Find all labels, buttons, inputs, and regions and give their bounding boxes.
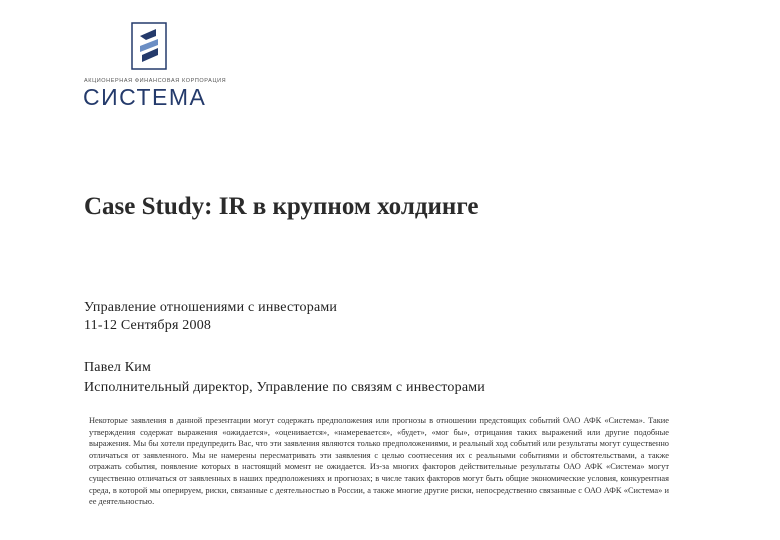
presentation-title: Case Study: IR в крупном холдинге: [84, 193, 479, 220]
event-date: 11-12 Сентября 2008: [84, 318, 212, 333]
speaker-name: Павел Ким: [84, 360, 152, 375]
logo-subtitle: АКЦИОНЕРНАЯ ФИНАНСОВАЯ КОРПОРАЦИЯ: [84, 78, 227, 84]
sistema-logo-icon: [131, 22, 167, 70]
legal-disclaimer: Некоторые заявления в данной презентации могут содержать предположения или прогнозы в отношении предстоящих событий ОАО АФК «Система». Такие утверждения содержат выражения «ожидается», «оценивается», «намеревается», «будет», «мог бы», отрицания таких выражений или другие подобные выражения. Мы бы хотели предупредить Вас, что эти заявления являются только предположениями, и реальный ход событий или результаты могут существенно отличаться от заявленного. Мы не намерены пересматривать эти заявления с целью соотнесения их с реальными событиями и обстоятельствами, а также отражать события, появление которых в настоящий момент не ожидается. Из-за многих факторов действительные результаты ОАО АФК «Система» могут существенно отличаться от заявленных в наших предположениях и прогнозах; в числе таких факторов могут быть общие экономические условия, конкурентная среда, в которой мы оперируем, риски, связанные с деятельностью в России, а также многие другие риски, непосредственно связанные с ОАО АФК «Система» и ее деятельностью.: [89, 416, 669, 507]
department-name: Управление отношениями с инвесторами: [84, 300, 338, 315]
speaker-position: Исполнительный директор, Управление по связям с инвесторами: [84, 380, 485, 395]
logo-wordmark: СИСТЕМА: [83, 84, 207, 110]
